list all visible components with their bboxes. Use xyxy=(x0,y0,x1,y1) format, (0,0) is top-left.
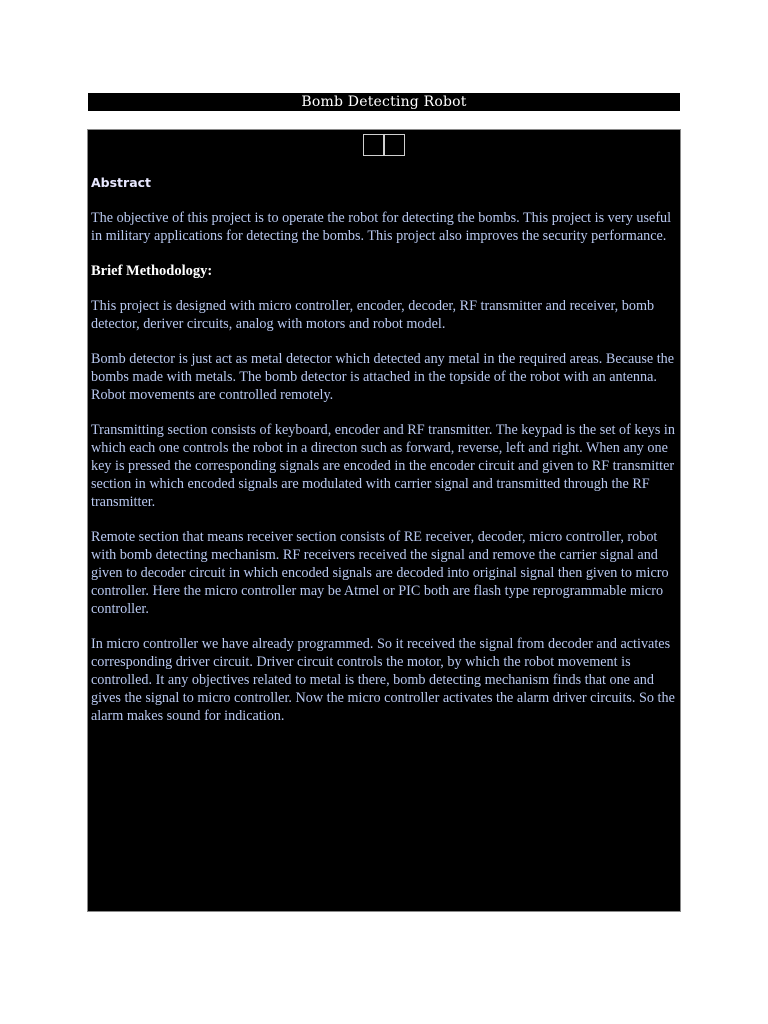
document-body xyxy=(91,174,681,742)
methodology-paragraph: This project is designed with micro controller, encoder, decoder, RF transmitter and receiver, bomb detector, deriver circuits, analog with motors and robot model. xyxy=(91,298,655,332)
glyph-square-icon xyxy=(384,134,405,156)
methodology-paragraph: Remote section that means receiver section consists of RE receiver, decoder, micro controller, robot with bomb detecting mechanism. RF receivers received the signal and remove the carrier signal and given to decoder circuit in which encoded signals are decoded into original signal then given to micro controller. Here the micro controller may be Atmel or PIC both are flash type reprogrammable micro controller. xyxy=(91,529,669,617)
missing-glyph-icon xyxy=(363,134,405,156)
methodology-paragraph: Bomb detector is just act as metal detector which detected any metal in the required areas. Because the bombs made with metals. The bomb detector is attached in the topside of the robot with an antenna. Robot movements are controlled remotely. xyxy=(91,351,675,403)
abstract-heading: Abstract xyxy=(91,175,152,190)
methodology-paragraph: Transmitting section consists of keyboard, encoder and RF transmitter. The keypad is the set of keys in which each one controls the robot in a directon such as forward, reverse, left and right. When any one key is pressed the corresponding signals are encoded in the encoder circuit and given to RF transmitter section in which encoded signals are modulated with carrier signal and transmitted through the RF transmitter. xyxy=(91,422,675,510)
content-panel xyxy=(87,129,681,912)
abstract-paragraph: The objective of this project is to operate the robot for detecting the bombs. This project is very useful in military applications for detecting the bombs. This project also improves the security performance. xyxy=(91,210,672,244)
glyph-square-icon xyxy=(363,134,384,156)
document-title: Bomb Detecting Robot xyxy=(88,93,680,111)
methodology-paragraph: In micro controller we have already programmed. So it received the signal from decoder and activates corresponding driver circuit. Driver circuit controls the motor, by which the robot movement is controlled. It any objectives related to metal is there, bomb detecting mechanism finds that one and gives the signal to micro controller. Now the micro controller activates the alarm driver circuits. So the alarm makes sound for indication. xyxy=(91,636,675,724)
methodology-heading: Brief Methodology: xyxy=(91,263,213,279)
